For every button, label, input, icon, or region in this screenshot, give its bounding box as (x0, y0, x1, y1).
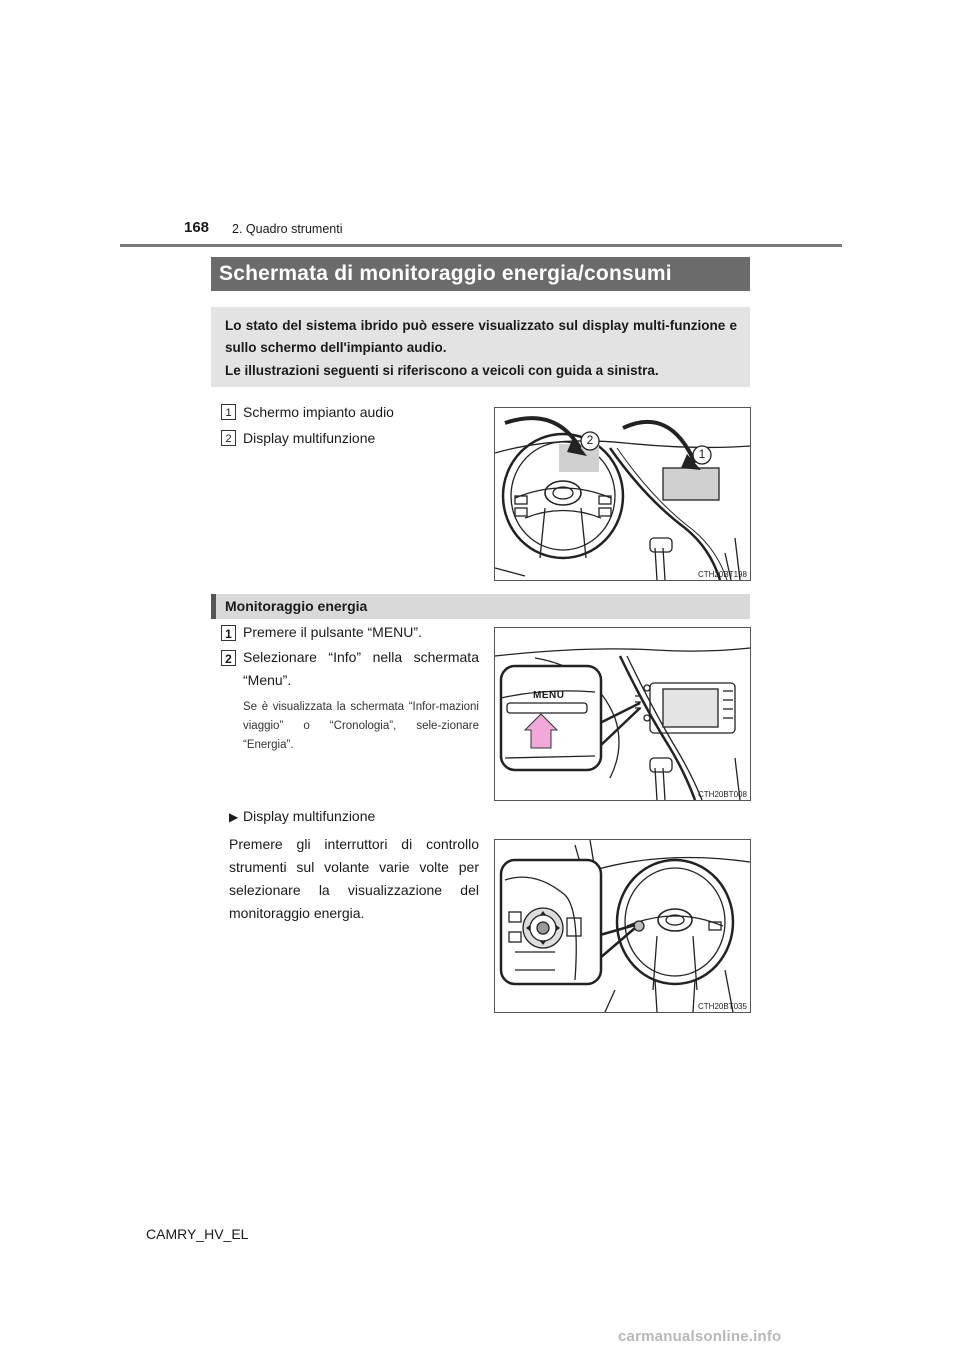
legend-number-1: 1 (221, 404, 236, 420)
page-number: 168 (184, 219, 210, 236)
triangle-bullet-icon: ▶ (229, 810, 239, 824)
mfd-paragraph: Premere gli interruttori di controllo strumenti sul volante varie volte per selezionare la visualizzazione del monitoraggio energia. (229, 836, 479, 921)
legend-number-2: 2 (221, 430, 236, 446)
figure-menu-button (494, 627, 751, 801)
step-text-2: Selezionare “Info” nella schermata “Menu”. (243, 649, 479, 688)
intro-line-2: Le illustrazioni seguenti si riferiscono a veicoli con guida a sinistra. (225, 363, 659, 378)
subsection-title: Monitoraggio energia (225, 598, 368, 614)
legend-text-2: Display multifunzione (243, 430, 376, 446)
callout-1: 1 (698, 447, 706, 461)
subsection-bar (211, 594, 750, 619)
mfd-heading: Display multifunzione (243, 808, 376, 824)
chapter-title: 2. Quadro strumenti (232, 222, 343, 236)
step-text-1: Premere il pulsante “MENU”. (243, 624, 422, 640)
subsection-accent (211, 594, 216, 619)
step-number-2: 2 (221, 650, 236, 666)
figure-code-2: CTH20BT008 (698, 790, 747, 799)
footer-model-code: CAMRY_HV_EL (146, 1226, 249, 1242)
watermark: carmanualsonline.info (618, 1328, 782, 1345)
callout-2: 2 (586, 433, 594, 447)
section-title: Schermata di monitoraggio energia/consumi (219, 262, 672, 285)
menu-button-label: MENU (533, 690, 565, 701)
section-title-bar (211, 257, 750, 291)
legend-text-1: Schermo impianto audio (243, 404, 394, 420)
step-number-1: 1 (221, 625, 236, 641)
figure-steering-switches (494, 839, 751, 1013)
step-note: Se è visualizzata la schermata “Infor-mazioni viaggio” o “Cronologia”, sele-zionare “Energia”. (243, 701, 479, 751)
intro-line-1: Lo stato del sistema ibrido può essere visualizzato sul display multi-funzione e sullo schermo dell'impianto audio. (225, 318, 737, 355)
figure-code-3: CTH20BT035 (698, 1002, 747, 1011)
header-divider (120, 244, 842, 247)
intro-box (211, 307, 750, 387)
figure-code-1: CTH20BT198 (698, 570, 747, 579)
figure-dashboard-overview (494, 407, 751, 581)
